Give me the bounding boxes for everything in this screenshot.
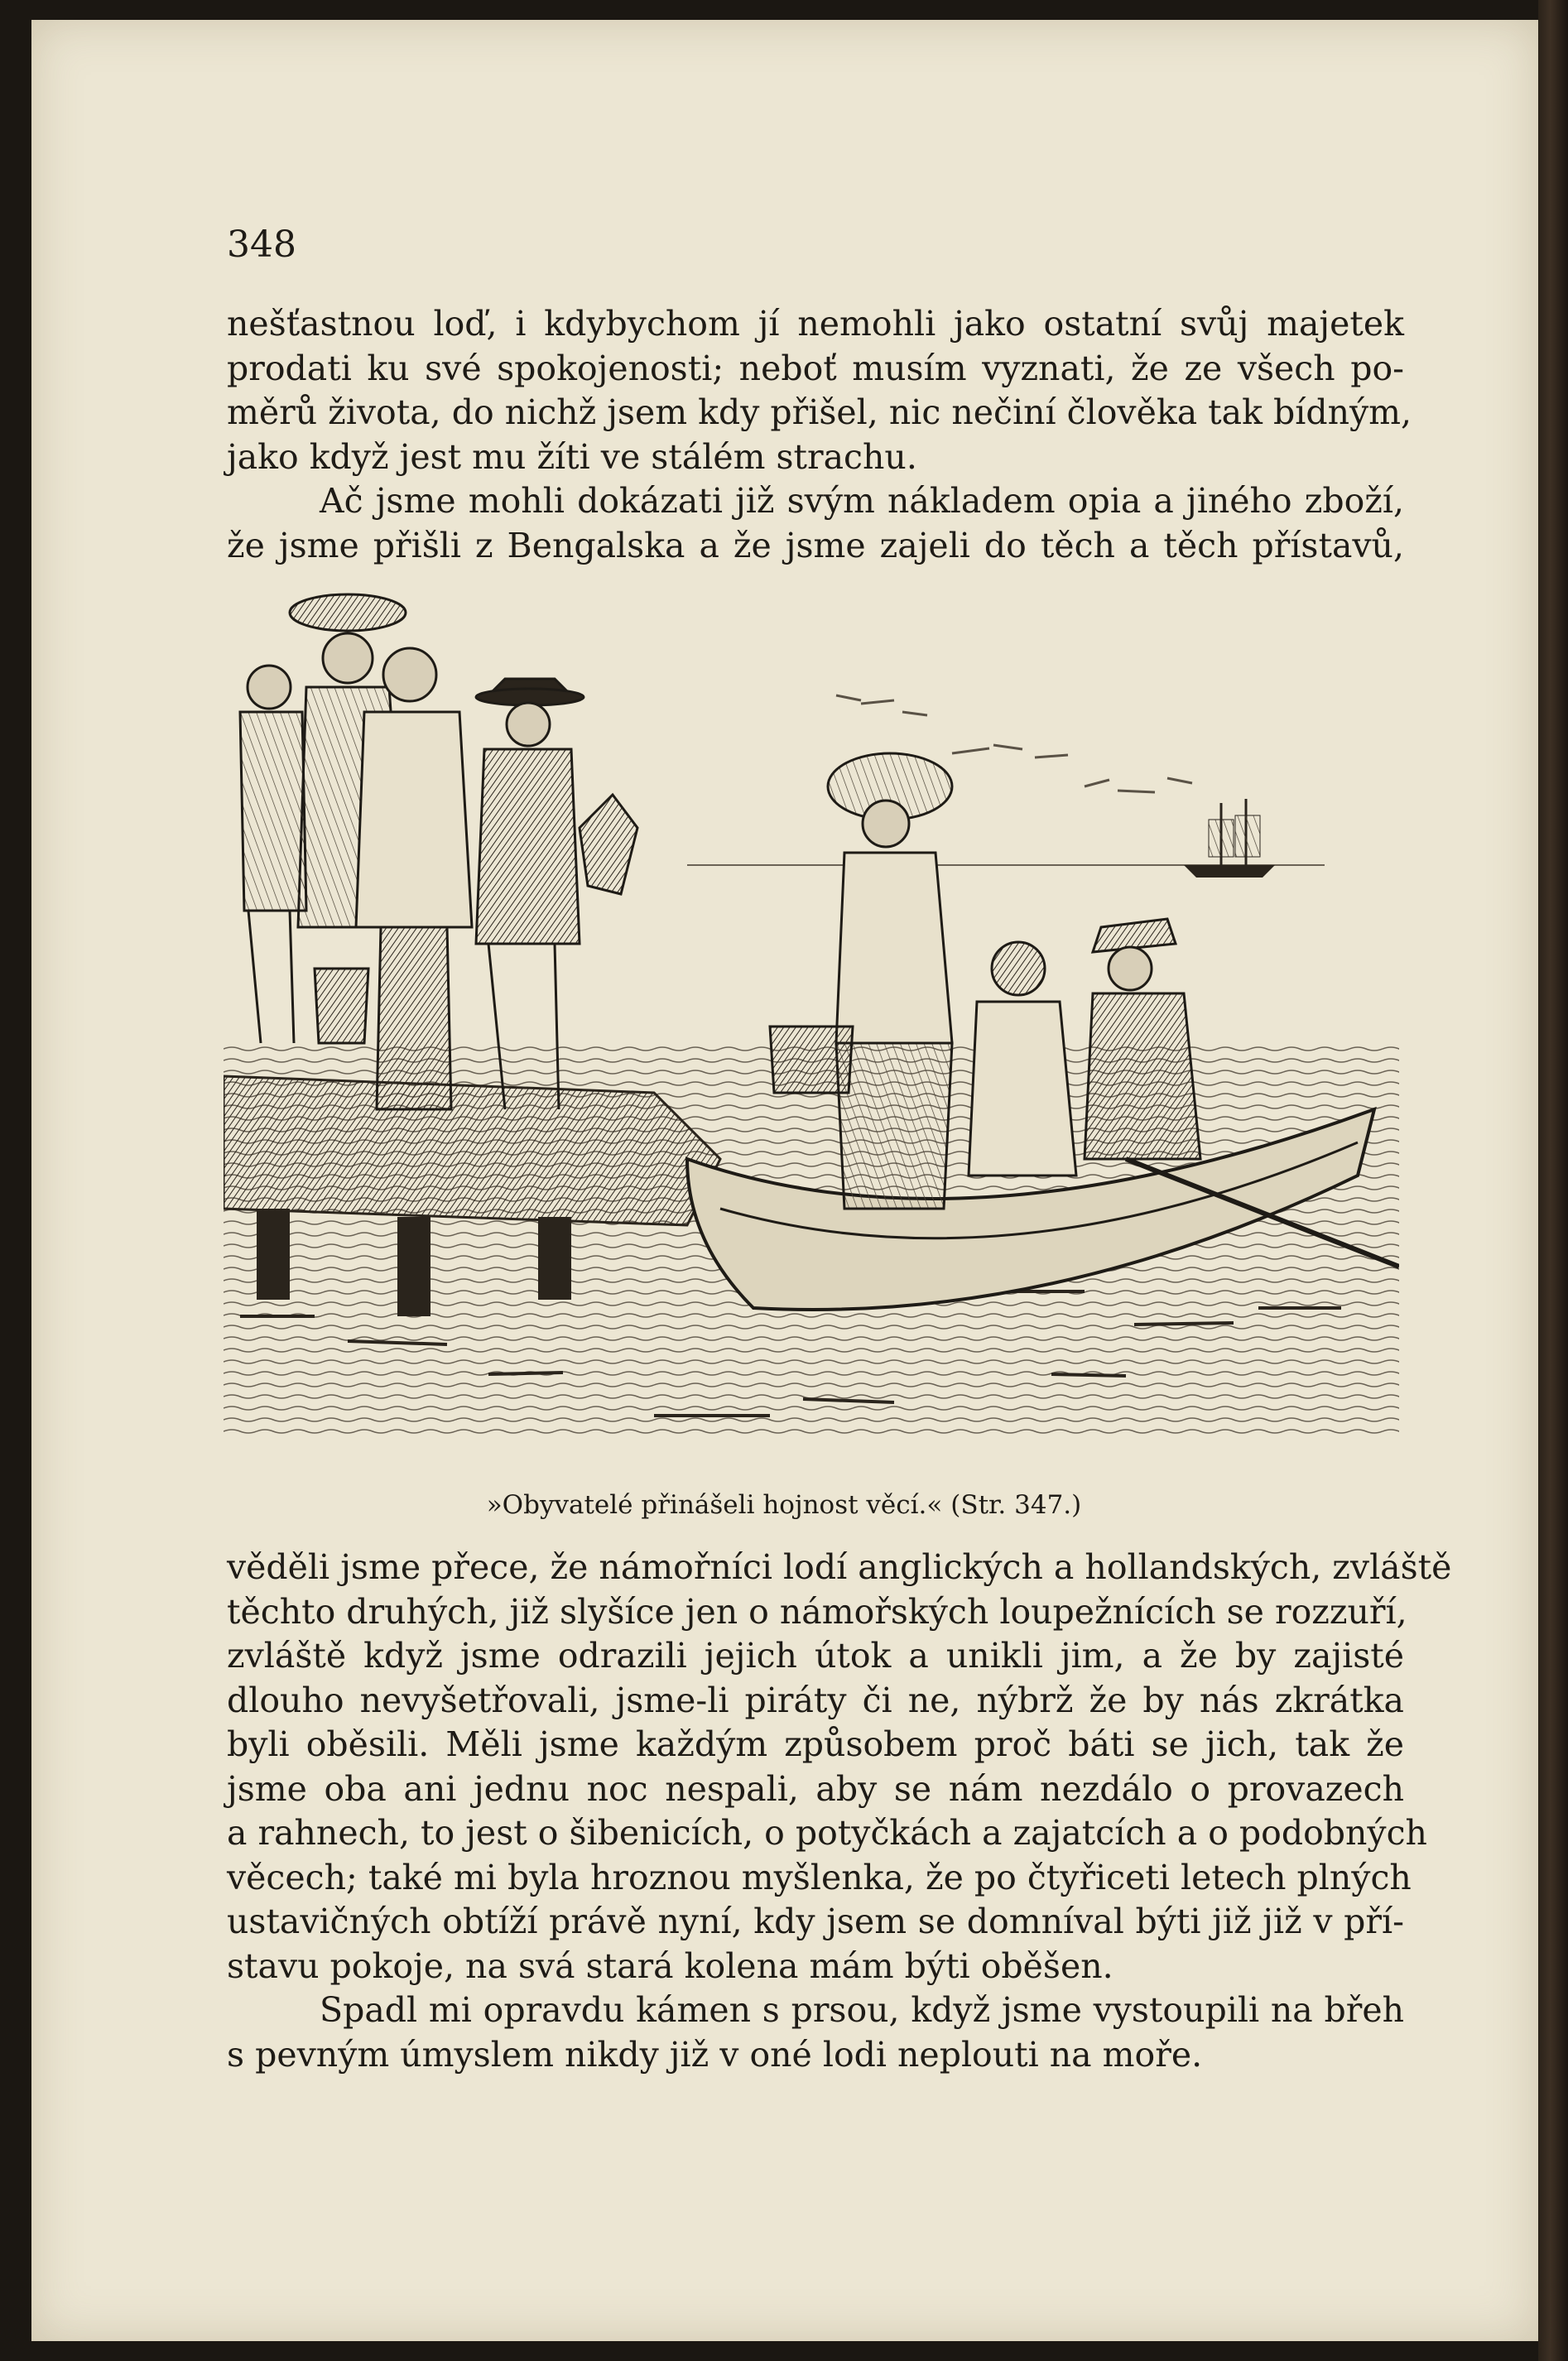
text-line: že jsme přišli z Bengalska a že jsme zajeli do těch a těch přístavů,	[227, 525, 1404, 565]
book-binding-edge	[1538, 0, 1568, 2361]
paragraph-bottom	[227, 1546, 1452, 2077]
text-line: a rahnech, to jest o šibenicích, o potyčkách a zajatcích a o podobných	[227, 1813, 1427, 1853]
text-line: dlouho nevyšetřovali, jsme-li piráty či ne, nýbrž že by nás zkrátka	[227, 1680, 1404, 1720]
text-line: stavu pokoje, na svá stará kolena mám býti oběšen.	[227, 1945, 1113, 1986]
text-line: jako když jest mu žíti ve stálém strachu.	[227, 436, 917, 477]
text-line: prodati ku své spokojenosti; neboť musím vyznati, že ze všech po-	[227, 348, 1404, 388]
text-line: měrů života, do nichž jsem kdy přišel, nic nečiní člověka tak bídným,	[227, 392, 1412, 432]
illustration-caption: »Obyvatelé přinášeli hojnost věcí.« (Str. 347.)	[486, 1490, 1082, 1520]
paragraph-top	[227, 302, 1412, 568]
text-line: věděli jsme přece, že námořníci lodí anglických a hollandských, zvláště	[227, 1547, 1452, 1587]
engraving-illustration	[224, 579, 1399, 1474]
text-line: s pevným úmyslem nikdy již v oné lodi neplouti na moře.	[227, 2034, 1203, 2075]
text-line: jsme oba ani jednu noc nespali, aby se nám nezdálo o provazech	[227, 1768, 1404, 1809]
text-line: Spadl mi opravdu kámen s prsou, když jsme vystoupili na břeh	[320, 1990, 1404, 2030]
text-line: Ač jsme mohli dokázati již svým nákladem opia a jiného zboží,	[320, 481, 1404, 521]
page-number: 348	[227, 224, 296, 266]
text-line: nešťastnou loď, i kdybychom jí nemohli jako ostatní svůj majetek	[227, 304, 1404, 344]
text-line: byli oběsili. Měli jsme každým způsobem proč báti se jich, tak že	[227, 1724, 1404, 1764]
text-line: věcech; také mi byla hroznou myšlenka, že po čtyřiceti letech plných	[227, 1857, 1412, 1897]
text-line: zvláště když jsme odrazili jejich útok a unikli jim, a že by zajisté	[227, 1636, 1404, 1676]
text-line: ustavičných obtíží právě nyní, kdy jsem se domníval býti již již v pří-	[227, 1902, 1404, 1941]
text-line: těchto druhých, již slyšíce jen o námořských loupežnících se rozzuří,	[227, 1591, 1407, 1632]
